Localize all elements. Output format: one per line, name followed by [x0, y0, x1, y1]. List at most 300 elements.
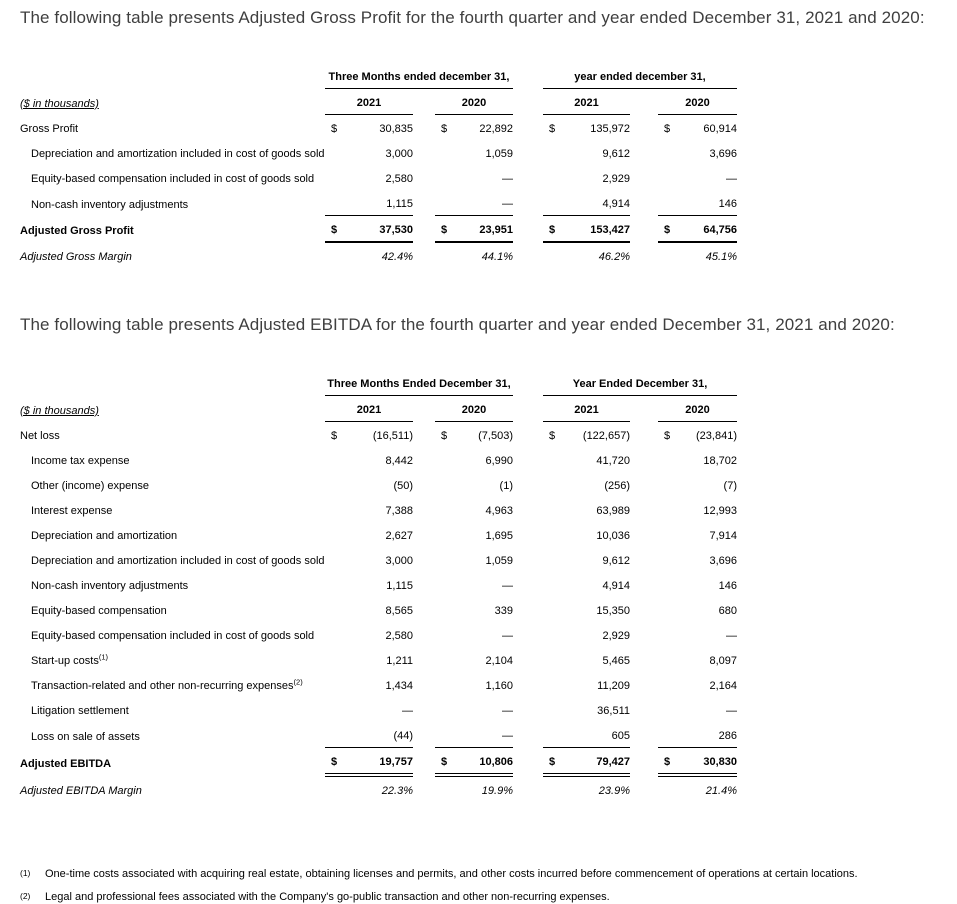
column-gap — [513, 63, 543, 89]
column-gap — [513, 647, 543, 672]
value-cell — [658, 165, 737, 190]
value-text: (44) — [393, 730, 413, 742]
value-text: 8,097 — [709, 655, 737, 667]
value-text: 3,696 — [709, 555, 737, 567]
value-cell — [435, 242, 513, 268]
value-cell — [658, 572, 737, 597]
value-text: — — [502, 198, 513, 210]
value-text: 2,929 — [602, 173, 630, 185]
currency-symbol: $ — [664, 224, 671, 236]
currency-symbol: $ — [441, 224, 448, 236]
column-gap — [513, 140, 543, 165]
value-text: 41,720 — [596, 455, 630, 467]
column-gap — [513, 697, 543, 722]
table-row — [20, 647, 737, 672]
row-label: Depreciation and amortization included in cost of goods sold — [31, 555, 325, 567]
group-header-year: Year Ended December 31, — [543, 370, 737, 396]
value-text: — — [402, 705, 413, 717]
value-text: 1,434 — [385, 680, 413, 692]
value-text: 3,696 — [709, 148, 737, 160]
column-gap — [630, 115, 658, 141]
value-cell — [543, 697, 630, 722]
column-gap — [630, 722, 658, 748]
footnote-1-marker: (1) — [20, 868, 31, 878]
column-gap — [630, 547, 658, 572]
value-cell — [658, 622, 737, 647]
value-cell — [325, 775, 413, 802]
row-label-cell — [20, 748, 325, 776]
value-text: 46.2% — [598, 251, 630, 263]
empty-cell — [20, 63, 325, 89]
column-gap — [413, 722, 435, 748]
value-text: — — [726, 705, 737, 717]
value-cell — [325, 572, 413, 597]
value-cell — [543, 140, 630, 165]
value-cell — [658, 497, 737, 522]
value-cell — [325, 722, 413, 748]
currency-symbol: $ — [549, 756, 556, 768]
column-gap — [513, 447, 543, 472]
column-gap — [630, 165, 658, 190]
value-text: 1,059 — [485, 555, 513, 567]
row-label-cell — [20, 190, 325, 216]
row-label: Depreciation and amortization included in cost of goods sold — [31, 148, 325, 160]
row-label-cell — [20, 422, 325, 448]
column-gap — [513, 242, 543, 268]
table-row — [20, 140, 737, 165]
row-label-cell — [20, 447, 325, 472]
table-row — [20, 216, 737, 243]
value-text: (7,503) — [478, 430, 513, 442]
column-gap — [413, 775, 435, 802]
row-label: Adjusted Gross Margin — [20, 251, 132, 263]
value-text: 1,160 — [485, 680, 513, 692]
column-gap — [513, 497, 543, 522]
row-label: Interest expense — [31, 505, 113, 517]
value-cell — [658, 775, 737, 802]
row-label-cell — [20, 572, 325, 597]
table-row — [20, 775, 737, 802]
row-label: Start-up costs — [31, 655, 99, 667]
value-cell — [658, 216, 737, 243]
value-cell — [543, 622, 630, 647]
row-label: Non-cash inventory adjustments — [31, 580, 189, 592]
table-row — [20, 672, 737, 697]
value-cell — [658, 190, 737, 216]
row-label-cell — [20, 216, 325, 243]
column-gap — [513, 216, 543, 243]
table-row — [20, 422, 737, 448]
row-label: Non-cash inventory adjustments — [31, 198, 189, 211]
value-cell — [435, 140, 513, 165]
row-label: Other (income) expense — [31, 480, 149, 492]
value-cell — [435, 697, 513, 722]
value-cell — [325, 647, 413, 672]
column-gap — [630, 190, 658, 216]
column-gap — [513, 422, 543, 448]
table-row — [20, 497, 737, 522]
value-text: — — [726, 173, 737, 185]
footnote-1 — [20, 868, 957, 881]
value-cell — [658, 472, 737, 497]
column-gap — [413, 497, 435, 522]
intro-text-adjusted-ebitda: The following table presents Adjusted EBITDA for the fourth quarter and year ended December 31, 2021 and 2020: — [20, 315, 895, 334]
year-header-2020-y: 2020 — [658, 89, 737, 115]
row-label: Depreciation and amortization — [31, 530, 178, 542]
value-cell — [658, 522, 737, 547]
column-gap — [513, 370, 543, 396]
value-cell — [543, 447, 630, 472]
column-gap — [413, 89, 435, 115]
value-cell — [658, 722, 737, 748]
currency-symbol: $ — [549, 430, 556, 442]
value-text: 15,350 — [596, 605, 630, 617]
column-gap — [413, 647, 435, 672]
currency-symbol: $ — [331, 756, 338, 768]
column-gap — [513, 396, 543, 422]
year-header-row — [20, 396, 737, 422]
value-text: 135,972 — [590, 123, 630, 135]
row-label-cell — [20, 775, 325, 802]
row-label-cell — [20, 697, 325, 722]
column-gap — [413, 216, 435, 243]
column-gap — [630, 522, 658, 547]
column-gap — [630, 140, 658, 165]
value-cell — [325, 748, 413, 776]
value-cell — [435, 672, 513, 697]
value-cell — [543, 572, 630, 597]
period-group-header-row — [20, 370, 737, 396]
footnote-2 — [20, 891, 957, 904]
value-text: 2,627 — [385, 530, 413, 542]
value-cell — [325, 522, 413, 547]
column-gap — [413, 190, 435, 216]
value-text: 4,963 — [485, 505, 513, 517]
column-gap — [413, 422, 435, 448]
column-gap — [413, 547, 435, 572]
year-header-2021-y: 2021 — [543, 396, 630, 422]
value-cell — [435, 547, 513, 572]
column-gap — [630, 216, 658, 243]
column-gap — [630, 572, 658, 597]
value-cell — [435, 497, 513, 522]
value-cell — [435, 748, 513, 776]
value-cell — [325, 115, 413, 141]
year-header-2021-q: 2021 — [325, 89, 413, 115]
row-label-cell — [20, 722, 325, 748]
value-cell — [435, 722, 513, 748]
value-cell — [543, 190, 630, 216]
group-header-year: year ended december 31, — [543, 63, 737, 89]
table-row — [20, 547, 737, 572]
column-gap — [630, 697, 658, 722]
row-label: Adjusted Gross Profit — [20, 225, 134, 237]
currency-symbol: $ — [441, 756, 448, 768]
adjusted-gross-profit-table — [20, 63, 737, 268]
row-label: Adjusted EBITDA Margin — [20, 785, 142, 797]
year-header-2020-q: 2020 — [435, 89, 513, 115]
value-cell — [325, 697, 413, 722]
value-text: 2,580 — [385, 173, 413, 185]
column-gap — [630, 775, 658, 802]
value-text: 10,036 — [596, 530, 630, 542]
value-text: 2,164 — [709, 680, 737, 692]
column-gap — [413, 396, 435, 422]
table-row — [20, 165, 737, 190]
value-cell — [543, 748, 630, 776]
column-gap — [630, 396, 658, 422]
intro-text-adjusted-gross-profit: The following table presents Adjusted Gross Profit for the fourth quarter and year ended December 31, 2021 and 2020: — [20, 8, 925, 27]
value-text: (16,511) — [372, 430, 413, 442]
value-cell — [325, 622, 413, 647]
value-text: 4,914 — [602, 580, 630, 592]
value-text: 23,951 — [479, 224, 513, 236]
row-label: Adjusted EBITDA — [20, 758, 112, 770]
row-label-cell — [20, 497, 325, 522]
value-text: — — [502, 173, 513, 185]
column-gap — [513, 522, 543, 547]
value-cell — [435, 216, 513, 243]
value-cell — [543, 547, 630, 572]
value-text: 1,059 — [485, 148, 513, 160]
column-gap — [513, 547, 543, 572]
value-text: 3,000 — [385, 555, 413, 567]
group-header-three-months: Three Months ended december 31, — [325, 63, 513, 89]
currency-symbol: $ — [441, 430, 448, 442]
value-text: 1,695 — [485, 530, 513, 542]
value-text: 64,756 — [703, 224, 737, 236]
column-gap — [413, 242, 435, 268]
value-text: 23.9% — [598, 785, 630, 797]
table-row — [20, 522, 737, 547]
column-gap — [513, 472, 543, 497]
column-gap — [630, 497, 658, 522]
column-gap — [413, 748, 435, 776]
value-cell — [435, 190, 513, 216]
value-cell — [543, 672, 630, 697]
year-header-2021-q: 2021 — [325, 396, 413, 422]
value-cell — [435, 447, 513, 472]
currency-symbol: $ — [664, 430, 671, 442]
row-label-cell — [20, 242, 325, 268]
value-cell — [325, 547, 413, 572]
value-cell — [543, 242, 630, 268]
value-cell — [435, 622, 513, 647]
column-gap — [513, 622, 543, 647]
column-gap — [413, 472, 435, 497]
currency-symbol: $ — [441, 123, 448, 135]
value-text: (23,841) — [696, 430, 737, 442]
value-cell — [543, 472, 630, 497]
value-cell — [325, 422, 413, 448]
value-text: 19,757 — [379, 756, 413, 768]
value-cell — [543, 597, 630, 622]
column-gap — [413, 140, 435, 165]
row-label: Transaction-related and other non-recurring expenses — [31, 680, 294, 692]
value-text: (122,657) — [582, 430, 630, 442]
value-cell — [325, 165, 413, 190]
value-cell — [435, 522, 513, 547]
year-header-2020-y: 2020 — [658, 396, 737, 422]
value-cell — [325, 140, 413, 165]
value-text: 63,989 — [596, 505, 630, 517]
value-cell — [543, 722, 630, 748]
column-gap — [630, 597, 658, 622]
column-gap — [630, 672, 658, 697]
value-cell — [435, 165, 513, 190]
table-row — [20, 697, 737, 722]
value-text: — — [502, 580, 513, 592]
row-label: Income tax expense — [31, 455, 130, 467]
column-gap — [413, 522, 435, 547]
table-row — [20, 572, 737, 597]
value-text: 18,702 — [703, 455, 737, 467]
value-text: 9,612 — [602, 148, 630, 160]
currency-symbol: $ — [331, 224, 338, 236]
value-text: (1) — [499, 480, 513, 492]
column-gap — [513, 190, 543, 216]
row-label: Equity-based compensation included in cost of goods sold — [31, 630, 315, 642]
value-cell — [658, 547, 737, 572]
value-cell — [543, 775, 630, 802]
column-gap — [630, 472, 658, 497]
column-gap — [513, 597, 543, 622]
column-gap — [513, 672, 543, 697]
units-cell — [20, 396, 325, 422]
value-text: 8,442 — [385, 455, 413, 467]
value-text: (50) — [393, 480, 413, 492]
value-text: 45.1% — [705, 251, 737, 263]
value-text: 2,929 — [602, 630, 630, 642]
column-gap — [513, 89, 543, 115]
row-label-cell — [20, 597, 325, 622]
table-row — [20, 748, 737, 776]
row-label: Net loss — [20, 430, 60, 442]
value-text: 30,835 — [379, 123, 413, 135]
value-cell — [325, 190, 413, 216]
value-text: 11,209 — [597, 680, 630, 692]
value-text: 44.1% — [481, 251, 513, 263]
column-gap — [630, 447, 658, 472]
value-cell — [658, 242, 737, 268]
column-gap — [513, 572, 543, 597]
row-label: Equity-based compensation — [31, 605, 167, 617]
row-label: Gross Profit — [20, 123, 79, 135]
value-cell — [658, 672, 737, 697]
currency-symbol: $ — [549, 224, 556, 236]
value-text: 22,892 — [479, 123, 513, 135]
value-cell — [658, 447, 737, 472]
table-row — [20, 722, 737, 748]
value-text: — — [502, 705, 513, 717]
footnote-2-text: Legal and professional fees associated with the Company's go-public transaction and other non-recurring expenses. — [45, 891, 610, 903]
value-text: (256) — [604, 480, 630, 492]
value-cell — [543, 522, 630, 547]
value-cell — [435, 115, 513, 141]
units-note: ($ in thousands) — [20, 97, 99, 110]
column-gap — [630, 242, 658, 268]
value-cell — [325, 242, 413, 268]
value-text: 60,914 — [703, 123, 737, 135]
currency-symbol: $ — [664, 756, 671, 768]
row-label-cell — [20, 165, 325, 190]
value-text: 146 — [718, 580, 737, 592]
column-gap — [630, 622, 658, 647]
column-gap — [513, 775, 543, 802]
column-gap — [413, 622, 435, 647]
value-text: 5,465 — [602, 655, 630, 667]
adjusted-ebitda-table — [20, 370, 737, 802]
value-cell — [658, 748, 737, 776]
period-group-header-row — [20, 63, 737, 89]
column-gap — [513, 748, 543, 776]
value-text: 12,993 — [703, 505, 737, 517]
column-gap — [630, 647, 658, 672]
value-text: 153,427 — [590, 224, 630, 236]
value-text: 7,388 — [385, 505, 413, 517]
column-gap — [513, 722, 543, 748]
row-label-cell — [20, 140, 325, 165]
value-text: — — [502, 630, 513, 642]
value-cell — [435, 572, 513, 597]
value-text: 1,115 — [386, 198, 413, 210]
value-cell — [325, 672, 413, 697]
units-note: ($ in thousands) — [20, 404, 99, 417]
column-gap — [413, 165, 435, 190]
currency-symbol: $ — [664, 123, 671, 135]
row-label-cell — [20, 472, 325, 497]
value-cell — [543, 115, 630, 141]
value-text: 286 — [718, 730, 737, 742]
value-text: 4,914 — [602, 198, 630, 210]
value-cell — [543, 647, 630, 672]
value-text: 339 — [494, 605, 513, 617]
value-cell — [658, 647, 737, 672]
value-text: 37,530 — [379, 224, 413, 236]
value-cell — [543, 422, 630, 448]
value-cell — [435, 775, 513, 802]
footnotes-section — [20, 868, 957, 904]
value-cell — [435, 422, 513, 448]
value-cell — [325, 447, 413, 472]
table-row — [20, 115, 737, 141]
value-text: 3,000 — [385, 148, 413, 160]
value-cell — [435, 472, 513, 497]
value-text: 22.3% — [381, 785, 413, 797]
currency-symbol: $ — [549, 123, 556, 135]
table-row — [20, 447, 737, 472]
footnote-1-text: One-time costs associated with acquiring real estate, obtaining licenses and permits, and other costs incurred before commencement of operations at certain locations. — [45, 868, 858, 880]
value-text: 21.4% — [705, 785, 737, 797]
year-header-2021-y: 2021 — [543, 89, 630, 115]
value-cell — [435, 597, 513, 622]
value-cell — [435, 647, 513, 672]
column-gap — [513, 115, 543, 141]
value-cell — [543, 497, 630, 522]
column-gap — [413, 672, 435, 697]
value-cell — [658, 422, 737, 448]
currency-symbol: $ — [331, 123, 338, 135]
column-gap — [413, 572, 435, 597]
column-gap — [413, 447, 435, 472]
value-text: 36,511 — [597, 705, 630, 717]
units-cell — [20, 89, 325, 115]
value-text: 680 — [718, 605, 737, 617]
footnote-reference: (1) — [98, 652, 109, 662]
value-cell — [543, 165, 630, 190]
value-cell — [658, 115, 737, 141]
empty-cell — [20, 370, 325, 396]
